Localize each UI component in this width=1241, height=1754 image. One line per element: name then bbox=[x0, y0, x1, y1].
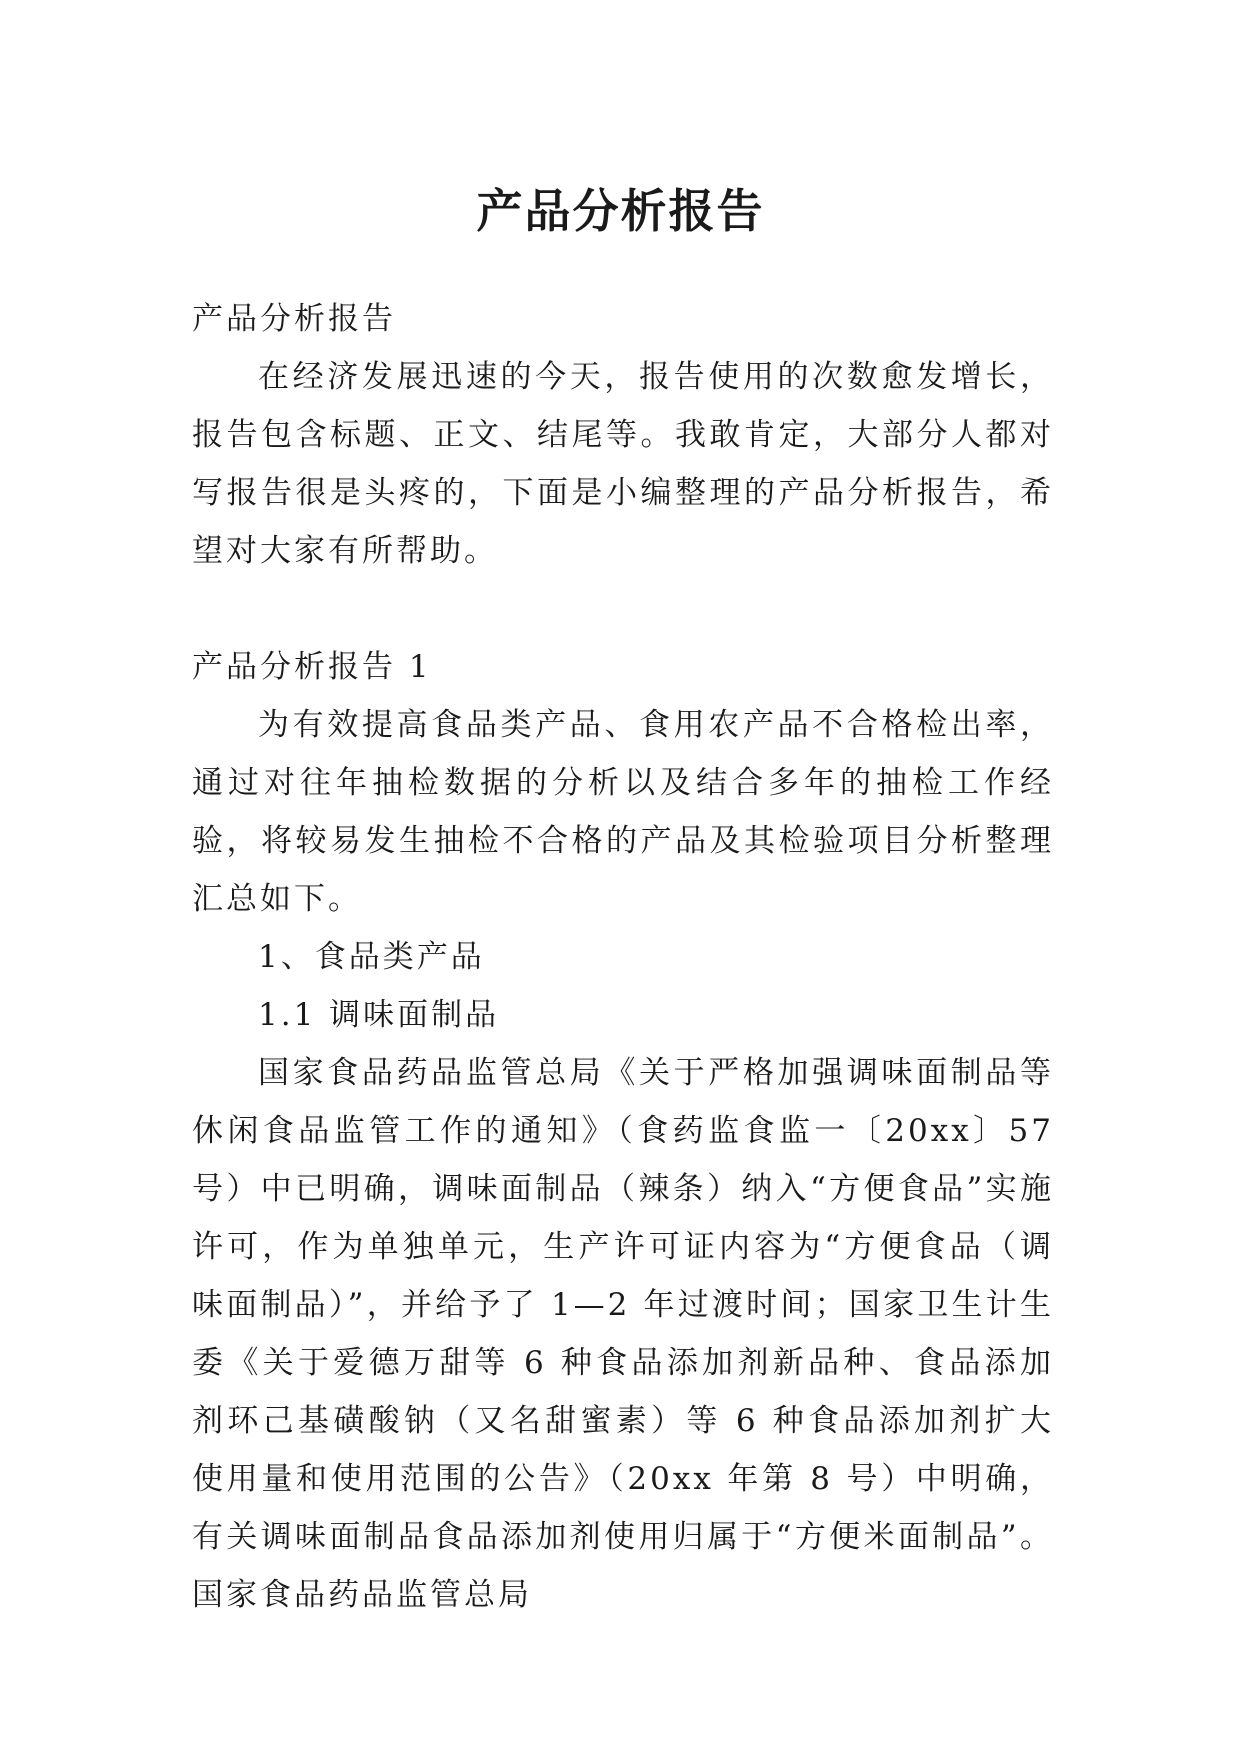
section-heading: 产品分析报告 bbox=[192, 301, 396, 337]
section-heading: 产品分析报告 1 bbox=[192, 649, 432, 685]
subsection-heading: 1、食品类产品 bbox=[258, 939, 485, 975]
intro-paragraph: 在经济发展迅速的今天，报告使用的次数愈发增长，报告包含标题、正文、结尾等。我敢肯定，大部分人都对写报告很是头疼的，下面是小编整理的产品分析报告，希望对大家有所帮助。 bbox=[192, 359, 1054, 569]
body-paragraph: 国家食品药品监管总局《关于严格加强调味面制品等休闲食品监管工作的通知》（食药监食监一〔20xx〕57 号）中已明确，调味面制品（辣条）纳入“方便食品”实施许可，作为单独单元，生产许可证内容为“方便食品（调味面制品）”，并给予了 1—2 年过渡时间；国家卫生计生委《关于爱德万甜等 6 种食品添加剂新品种、食品添加剂环己基磺酸钠（又名甜蜜素）等 6 种食品添加剂扩大使用量和使用范围的公告》（20xx 年第 8 号）中明确，有关调味面制品食品添加剂使用归属于“方便米面制品”。国家食品药品监管总局 bbox=[192, 1055, 1054, 1613]
body-paragraph: 为有效提高食品类产品、食用农产品不合格检出率，通过对往年抽检数据的分析以及结合多年的抽检工作经验，将较易发生抽检不合格的产品及其检验项目分析整理汇总如下。 bbox=[192, 707, 1054, 917]
page-title: 产品分析报告 bbox=[476, 183, 765, 238]
subsection-heading: 1.1 调味面制品 bbox=[258, 997, 500, 1033]
document-body bbox=[192, 290, 1054, 1624]
